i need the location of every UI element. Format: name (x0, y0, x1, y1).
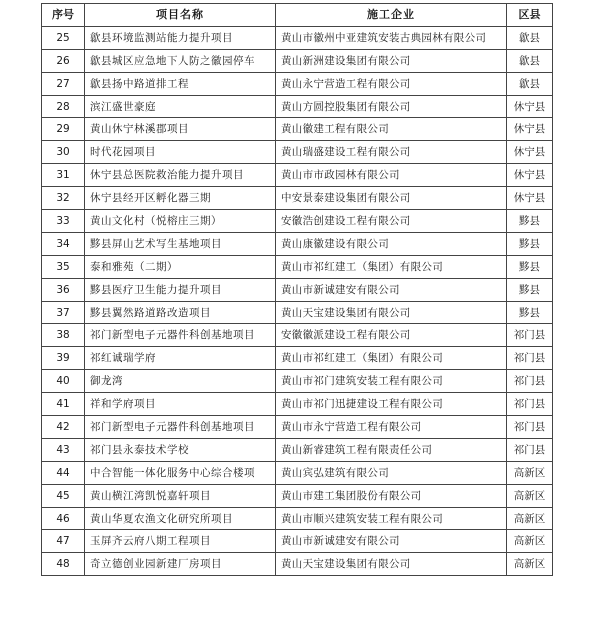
table-row (42, 255, 553, 278)
row-no-cell: 35 (42, 255, 85, 278)
project-name-cell: 歙县环境监测站能力提升项目 (85, 26, 276, 49)
project-name-cell: 时代花园项目 (85, 141, 276, 164)
district-cell: 休宁县 (507, 187, 553, 210)
district-cell: 休宁县 (507, 118, 553, 141)
company-cell: 黄山天宝建设集团有限公司 (276, 301, 507, 324)
project-name-cell: 休宁县经开区孵化器三期 (85, 187, 276, 210)
project-table (41, 3, 553, 576)
company-cell: 黄山市祁门迅捷建设工程有限公司 (276, 393, 507, 416)
district-cell: 休宁县 (507, 141, 553, 164)
table-row (42, 301, 553, 324)
table-row (42, 187, 553, 210)
table-row (42, 141, 553, 164)
table-row (42, 164, 553, 187)
table-row (42, 49, 553, 72)
row-no-cell: 38 (42, 324, 85, 347)
row-no-cell: 37 (42, 301, 85, 324)
table-row (42, 72, 553, 95)
project-name-cell: 泰和雅苑（二期） (85, 255, 276, 278)
table-row (42, 26, 553, 49)
row-no-cell: 48 (42, 553, 85, 576)
table-row (42, 370, 553, 393)
row-no-cell: 47 (42, 530, 85, 553)
row-no-cell: 31 (42, 164, 85, 187)
row-no-cell: 45 (42, 484, 85, 507)
district-cell: 黟县 (507, 301, 553, 324)
table-row (42, 393, 553, 416)
company-cell: 黄山天宝建设集团有限公司 (276, 553, 507, 576)
row-no-cell: 39 (42, 347, 85, 370)
table-row (42, 118, 553, 141)
table-row (42, 461, 553, 484)
district-cell: 高新区 (507, 530, 553, 553)
district-cell: 高新区 (507, 484, 553, 507)
project-name-cell: 黄山文化村（悦榕庄三期） (85, 210, 276, 233)
district-cell: 黟县 (507, 210, 553, 233)
company-cell: 黄山市建工集团股份有限公司 (276, 484, 507, 507)
district-cell: 休宁县 (507, 95, 553, 118)
row-no-cell: 42 (42, 416, 85, 439)
row-no-cell: 44 (42, 461, 85, 484)
project-name-cell: 歙县扬中路道排工程 (85, 72, 276, 95)
district-cell: 祁门县 (507, 370, 553, 393)
project-name-cell: 黄山横江湾凯悦嘉轩项目 (85, 484, 276, 507)
header-row (42, 4, 553, 27)
district-cell: 高新区 (507, 461, 553, 484)
table-row (42, 507, 553, 530)
project-name-cell: 奇立德创业园新建厂房项目 (85, 553, 276, 576)
project-name-cell: 黄山华夏农渔文化研究所项目 (85, 507, 276, 530)
company-cell: 黄山永宁营造工程有限公司 (276, 72, 507, 95)
company-cell: 黄山市新诚建安有限公司 (276, 278, 507, 301)
project-name-cell: 黟县翼然路道路改造项目 (85, 301, 276, 324)
district-cell: 祁门县 (507, 393, 553, 416)
district-cell: 黟县 (507, 232, 553, 255)
project-name-cell: 御龙湾 (85, 370, 276, 393)
company-cell: 黄山市新诚建安有限公司 (276, 530, 507, 553)
row-no-cell: 25 (42, 26, 85, 49)
row-no-cell: 27 (42, 72, 85, 95)
project-name-cell: 祁门县永泰技术学校 (85, 438, 276, 461)
company-cell: 黄山市祁门建筑安装工程有限公司 (276, 370, 507, 393)
district-cell: 高新区 (507, 507, 553, 530)
company-cell: 安徽浩创建设工程有限公司 (276, 210, 507, 233)
company-cell: 安徽徽派建设工程有限公司 (276, 324, 507, 347)
row-no-cell: 43 (42, 438, 85, 461)
row-no-cell: 29 (42, 118, 85, 141)
row-no-cell: 41 (42, 393, 85, 416)
row-no-cell: 30 (42, 141, 85, 164)
company-cell: 黄山新睿建筑工程有限责任公司 (276, 438, 507, 461)
table-row (42, 530, 553, 553)
row-no-cell: 28 (42, 95, 85, 118)
table-row (42, 553, 553, 576)
row-no-cell: 46 (42, 507, 85, 530)
table-row (42, 95, 553, 118)
district-cell: 歙县 (507, 72, 553, 95)
district-cell: 祁门县 (507, 438, 553, 461)
table-row (42, 416, 553, 439)
company-cell: 黄山市永宁营造工程有限公司 (276, 416, 507, 439)
table-row (42, 210, 553, 233)
row-no-cell: 26 (42, 49, 85, 72)
company-cell: 黄山徽建工程有限公司 (276, 118, 507, 141)
project-name-cell: 黟县屏山艺术写生基地项目 (85, 232, 276, 255)
project-name-cell: 祁红诚瑞学府 (85, 347, 276, 370)
project-name-cell: 祁门新型电子元器件科创基地项目 (85, 324, 276, 347)
project-name-cell: 玉屏齐云府八期工程项目 (85, 530, 276, 553)
project-name-cell: 祁门新型电子元器件科创基地项目 (85, 416, 276, 439)
district-cell: 高新区 (507, 553, 553, 576)
district-cell: 祁门县 (507, 347, 553, 370)
project-name-cell: 黟县医疗卫生能力提升项目 (85, 278, 276, 301)
header-district: 区县 (507, 4, 553, 27)
company-cell: 黄山瑞盛建设工程有限公司 (276, 141, 507, 164)
header-project-name: 项目名称 (85, 4, 276, 27)
district-cell: 祁门县 (507, 324, 553, 347)
project-name-cell: 休宁县总医院救治能力提升项目 (85, 164, 276, 187)
company-cell: 黄山康徽建设有限公司 (276, 232, 507, 255)
row-no-cell: 34 (42, 232, 85, 255)
company-cell: 黄山市祁红建工（集团）有限公司 (276, 255, 507, 278)
company-cell: 黄山市祁红建工（集团）有限公司 (276, 347, 507, 370)
table-row (42, 484, 553, 507)
company-cell: 黄山市顺兴建筑安装工程有限公司 (276, 507, 507, 530)
row-no-cell: 36 (42, 278, 85, 301)
project-name-cell: 滨江盛世豪庭 (85, 95, 276, 118)
company-cell: 黄山新洲建设集团有限公司 (276, 49, 507, 72)
company-cell: 黄山市徽州中亚建筑安装古典园林有限公司 (276, 26, 507, 49)
company-cell: 黄山市市政园林有限公司 (276, 164, 507, 187)
row-no-cell: 33 (42, 210, 85, 233)
district-cell: 黟县 (507, 255, 553, 278)
district-cell: 祁门县 (507, 416, 553, 439)
header-company: 施工企业 (276, 4, 507, 27)
district-cell: 歙县 (507, 26, 553, 49)
table-row (42, 347, 553, 370)
company-cell: 黄山宾弘建筑有限公司 (276, 461, 507, 484)
district-cell: 歙县 (507, 49, 553, 72)
project-name-cell: 中合智能一体化服务中心综合楼项 (85, 461, 276, 484)
row-no-cell: 32 (42, 187, 85, 210)
district-cell: 休宁县 (507, 164, 553, 187)
company-cell: 中安景泰建设集团有限公司 (276, 187, 507, 210)
table-row (42, 438, 553, 461)
table-row (42, 232, 553, 255)
project-name-cell: 祥和学府项目 (85, 393, 276, 416)
row-no-cell: 40 (42, 370, 85, 393)
project-name-cell: 歙县城区应急地下人防之徽园停车 (85, 49, 276, 72)
company-cell: 黄山方圆控股集团有限公司 (276, 95, 507, 118)
table-row (42, 278, 553, 301)
table-row (42, 324, 553, 347)
district-cell: 黟县 (507, 278, 553, 301)
project-name-cell: 黄山休宁林溪郡项目 (85, 118, 276, 141)
header-no: 序号 (42, 4, 85, 27)
